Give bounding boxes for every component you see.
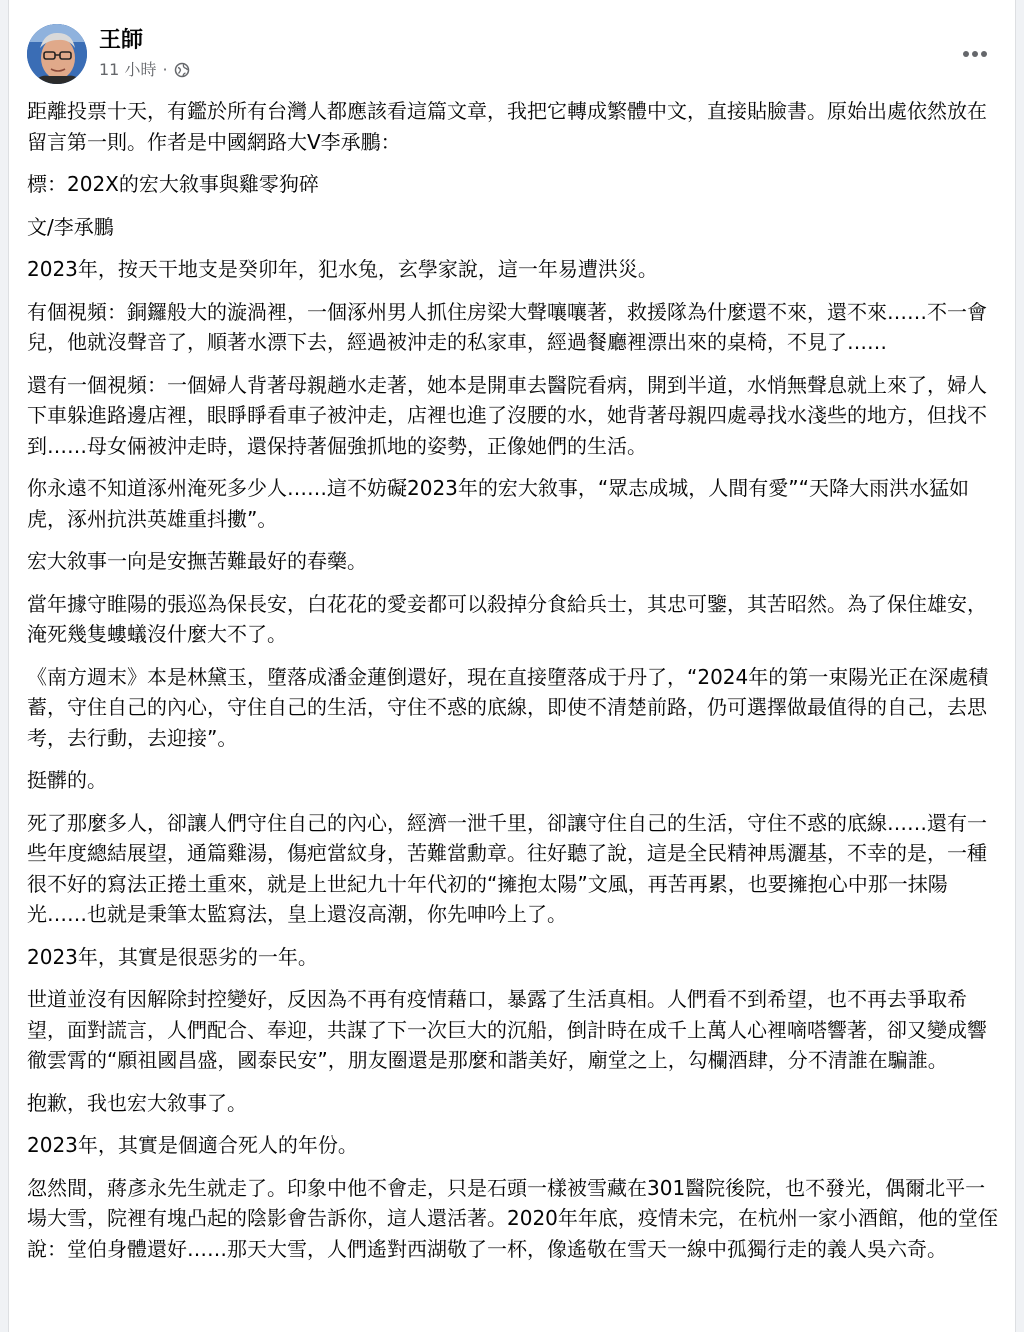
post-header bbox=[27, 24, 997, 88]
avatar[interactable] bbox=[27, 24, 87, 84]
post-paragraph: 2023年，其實是很惡劣的一年。 bbox=[27, 944, 318, 969]
author-name[interactable]: 王師 bbox=[99, 28, 144, 53]
post-paragraph: 標：202X的宏大敘事與雞零狗碎 bbox=[27, 172, 319, 196]
post-paragraph: 距離投票十天，有鑑於所有台灣人都應該看這篇文章，我把它轉成繁體中文，直接貼臉書。原始出處依然放在留言第一則。作者是中國網路大V李承鵬： bbox=[27, 99, 987, 154]
post-paragraph: 忽然間，蔣彥永先生就走了。印象中他不會走，只是石頭一樣被雪藏在301醫院後院，也不發光，偶爾北平一場大雪，院裡有塊凸起的陰影會告訴你，這人還活著。2020年年底，疫情未完，在杭州一家小酒館，他的堂侄說：堂伯身體還好……那天大雪，人們遙對西湖敬了一杯，像遙敬在雪天一線中孤獨行走的義人吳六奇。 bbox=[27, 1175, 998, 1261]
post-paragraph: 《南方週末》本是林黛玉，墮落成潘金蓮倒還好，現在直接墮落成于丹了，“2024年的第一束陽光正在深處積蓄，守住自己的內心，守住自己的生活，守住不惑的底線，即使不清楚前路，仍可選擇做最值得的自己，去思考，去行動，去迎接”。 bbox=[27, 664, 989, 750]
more-options-button[interactable] bbox=[955, 38, 995, 70]
post-paragraph: 死了那麼多人，卻讓人們守住自己的內心，經濟一泄千里，卻讓守住自己的生活，守住不惑的底線……還有一些年度總結展望，通篇雞湯，傷疤當紋身，苦難當勳章。往好聽了說，這是全民精神馬灑基，不幸的是，一種很不好的寫法正捲土重來，就是上世紀九十年代初的“擁抱太陽”文風，再苦再累，也要擁抱心中那一抹陽光……也就是秉筆太監寫法，皇上還沒高潮，你先呻吟上了。 bbox=[27, 810, 987, 926]
post-paragraph: 還有一個視頻：一個婦人背著母親趟水走著，她本是開車去醫院看病，開到半道，水悄無聲息就上來了，婦人下車躲進路邊店裡，眼睜睜看車子被沖走，店裡也進了沒腰的水，她背著母親四處尋找水淺些的地方，但找不到……母女倆被沖走時，還保持著倔強抓地的姿勢，正像她們的生活。 bbox=[27, 372, 987, 458]
post-paragraph: 2023年，按天干地支是癸卯年，犯水兔，玄學家說，這一年易遭洪災。 bbox=[27, 257, 658, 281]
post-paragraph: 宏大敘事一向是安撫苦難最好的春藥。 bbox=[27, 549, 367, 573]
post-paragraph: 抱歉，我也宏大敘事了。 bbox=[27, 1090, 247, 1115]
post-timestamp[interactable]: 11 小時 bbox=[99, 60, 157, 79]
post-body bbox=[27, 96, 999, 1276]
post-meta bbox=[99, 58, 190, 82]
post-paragraph: 2023年，其實是個適合死人的年份。 bbox=[27, 1133, 358, 1157]
post-paragraph: 當年據守睢陽的張巡為保長安，白花花的愛妾都可以殺掉分食給兵士，其忠可鑒，其苦昭然。為了保住雄安，淹死幾隻螻蟻沒什麼大不了。 bbox=[27, 591, 987, 646]
avatar-photo bbox=[27, 24, 87, 84]
post-paragraph: 挺髒的。 bbox=[27, 768, 107, 792]
more-horizontal-icon bbox=[962, 50, 988, 58]
post-paragraph: 文/李承鵬 bbox=[27, 214, 114, 239]
post-card bbox=[8, 0, 1016, 1332]
post-paragraph: 有個視頻：銅鑼般大的漩渦裡，一個涿州男人抓住房梁大聲嚷嚷著，救援隊為什麼還不來，還不來……不一會兒，他就沒聲音了，順著水漂下去，經過被沖走的私家車，經過餐廳裡漂出來的桌椅，不見了…… bbox=[27, 299, 987, 354]
post-paragraph: 世道並沒有因解除封控變好，反因為不再有疫情藉口，暴露了生活真相。人們看不到希望，也不再去爭取希望，面對謊言，人們配合、奉迎，共謀了下一次巨大的沉船，倒計時在成千上萬人心裡嘀嗒響著，卻又變成響徹雲霄的“願祖國昌盛，國泰民安”，朋友圈還是那麼和諧美好，廟堂之上，勾欄酒肆，分不清誰在騙誰。 bbox=[27, 987, 987, 1072]
globe-icon[interactable] bbox=[174, 62, 190, 78]
meta-separator: · bbox=[162, 60, 168, 79]
post-paragraph: 你永遠不知道涿州淹死多少人……這不妨礙2023年的宏大敘事，“眾志成城，人間有愛”“天降大雨洪水猛如虎，涿州抗洪英雄重抖擻”。 bbox=[27, 476, 969, 531]
